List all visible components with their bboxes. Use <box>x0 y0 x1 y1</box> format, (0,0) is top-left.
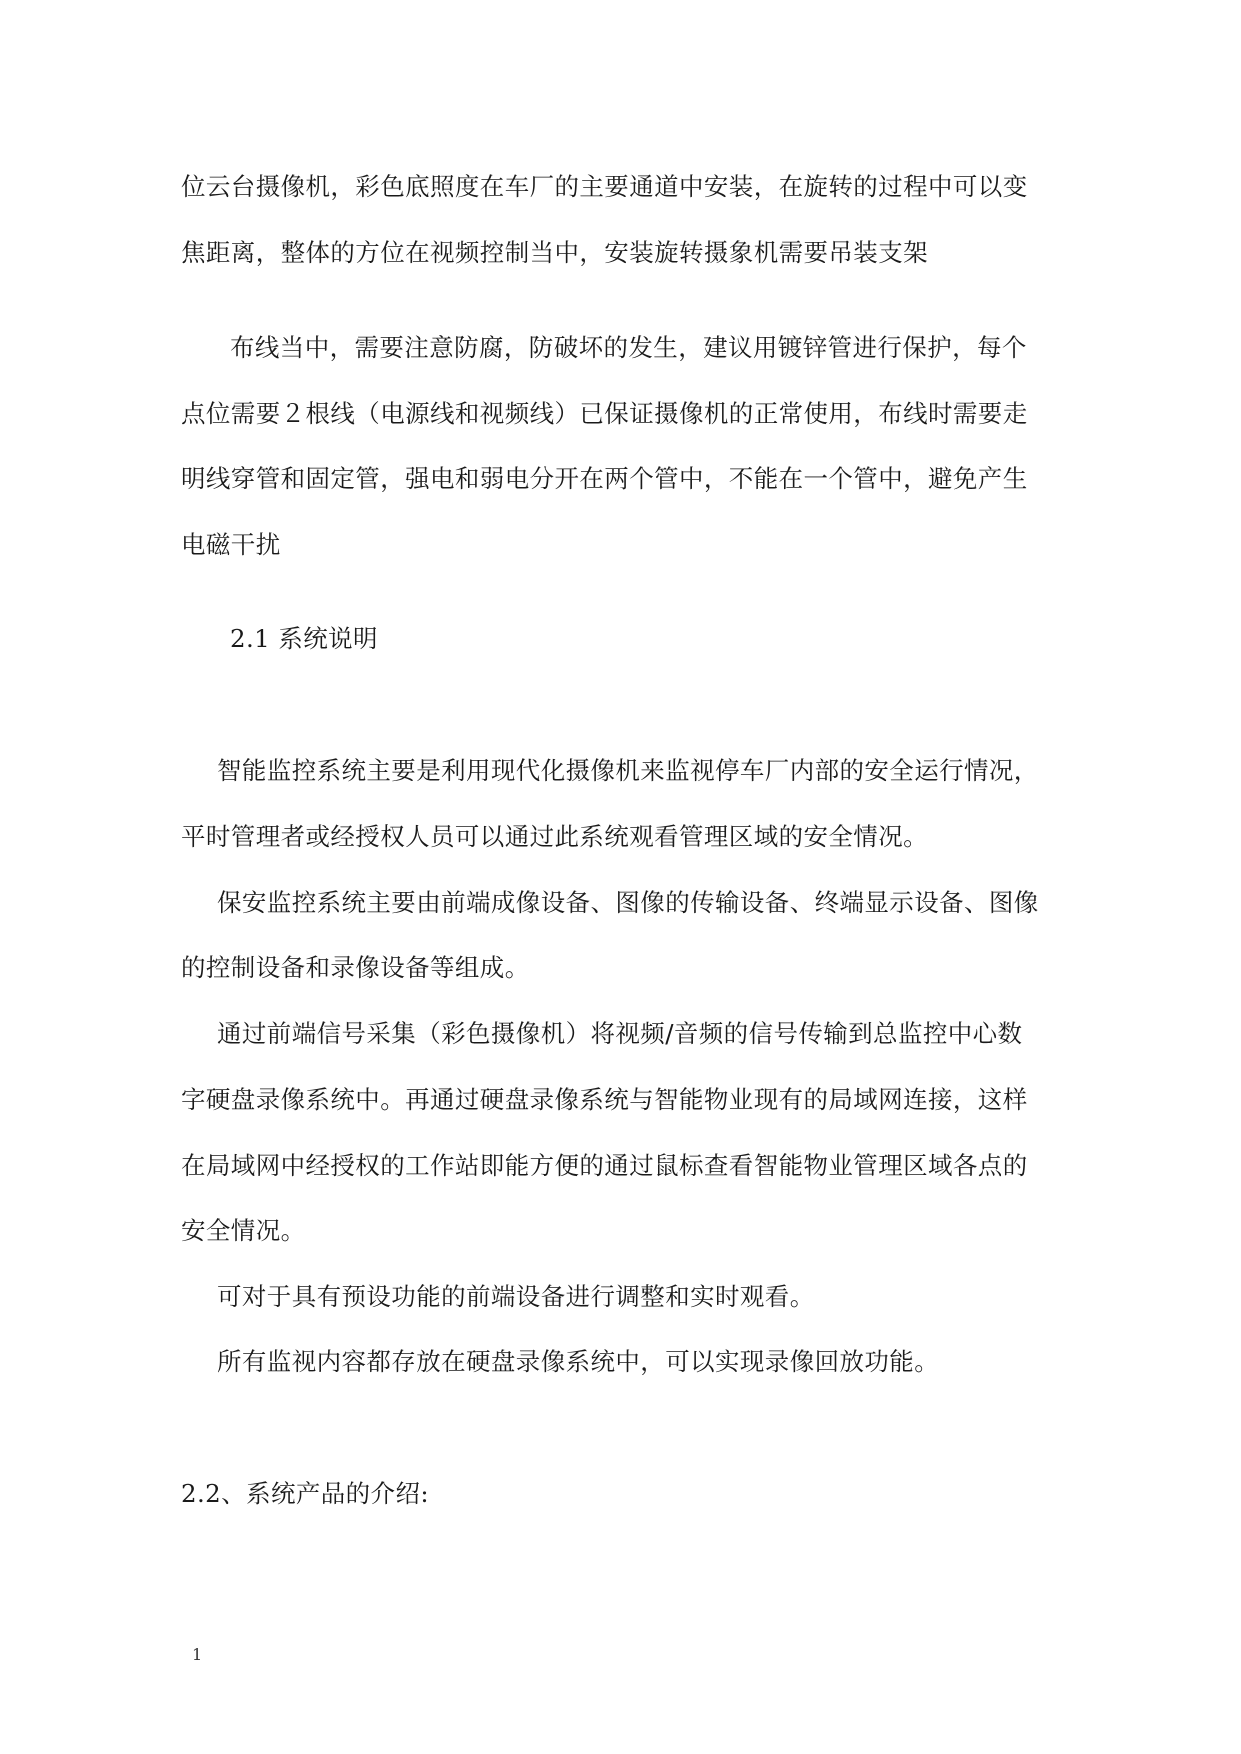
paragraph-line: 明线穿管和固定管，强电和弱电分开在两个管中，不能在一个管中，避免产生 <box>181 464 1028 493</box>
paragraph-line: 电磁干扰 <box>181 530 281 559</box>
paragraph-line: 在局域网中经授权的工作站即能方便的通过鼠标查看智能物业管理区域各点的 <box>181 1151 1028 1180</box>
section-heading-2-1: 2.1 系统说明 <box>230 624 378 653</box>
paragraph-line: 字硬盘录像系统中。再通过硬盘录像系统与智能物业现有的局域网连接，这样 <box>181 1085 1028 1114</box>
paragraph-line: 焦距离，整体的方位在视频控制当中，安装旋转摄象机需要吊装支架 <box>181 238 928 267</box>
paragraph-line: 平时管理者或经授权人员可以通过此系统观看管理区域的安全情况。 <box>181 822 928 851</box>
paragraph-line: 安全情况。 <box>181 1216 306 1245</box>
paragraph-line: 点位需要２根线（电源线和视频线）已保证摄像机的正常使用，布线时需要走 <box>181 399 1028 428</box>
paragraph-line: 的控制设备和录像设备等组成。 <box>181 953 530 982</box>
paragraph-line: 位云台摄像机，彩色底照度在车厂的主要通道中安装，在旋转的过程中可以变 <box>181 172 1028 201</box>
paragraph-line: 可对于具有预设功能的前端设备进行调整和实时观看。 <box>217 1282 815 1311</box>
paragraph-line: 布线当中，需要注意防腐，防破坏的发生，建议用镀锌管进行保护，每个 <box>230 333 1027 362</box>
section-heading-2-2: 2.2、系统产品的介绍: <box>181 1479 430 1508</box>
paragraph-line: 所有监视内容都存放在硬盘录像系统中，可以实现录像回放功能。 <box>217 1347 940 1376</box>
paragraph-line: 通过前端信号采集（彩色摄像机）将视频/音频的信号传输到总监控中心数 <box>217 1019 1023 1048</box>
paragraph-line: 智能监控系统主要是利用现代化摄像机来监视停车厂内部的安全运行情况， <box>217 756 1039 785</box>
paragraph-line: 保安监控系统主要由前端成像设备、图像的传输设备、终端显示设备、图像 <box>217 888 1039 917</box>
page-number: 1 <box>192 1645 203 1664</box>
